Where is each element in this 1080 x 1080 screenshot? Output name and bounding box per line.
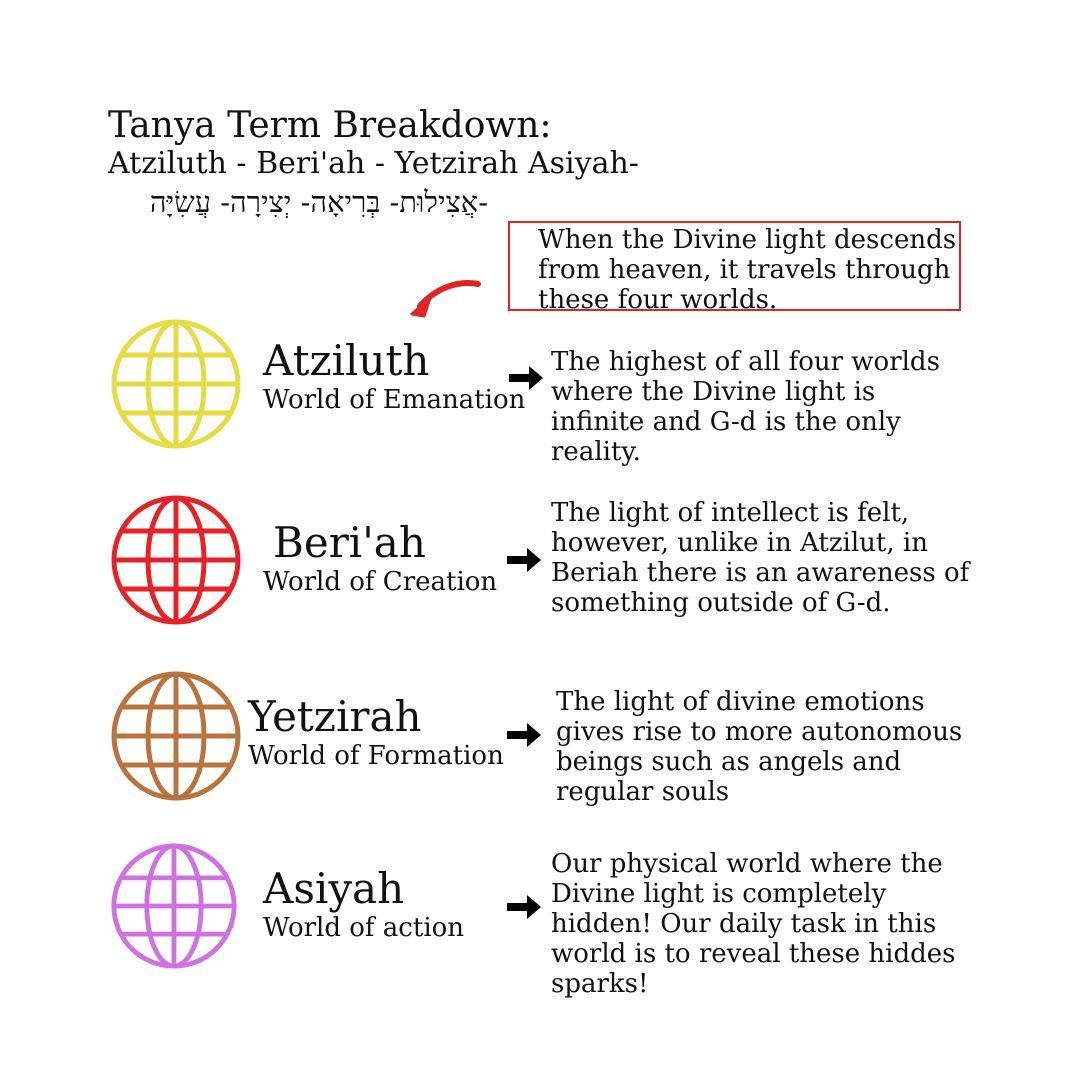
- world-description-asiyah: Our physical world where the Divine light is completely hidden! Our daily task in this world is to reveal these hiddes sparks!: [551, 849, 956, 999]
- page-subtitle: Atziluth - Beri'ah - Yetzirah Asiyah-: [108, 146, 639, 181]
- world-subtitle-asiyah: World of action: [263, 913, 465, 943]
- world-description-atziluth: The highest of all four worlds where the Divine light is infinite and G-d is the only reality.: [551, 347, 940, 467]
- arrow-right-icon: [507, 723, 541, 747]
- page-title: Tanya Term Breakdown:: [108, 105, 552, 146]
- globe-icon: [110, 494, 242, 626]
- world-globe-yetzirah: [110, 670, 242, 806]
- world-globe-beriah: [110, 494, 242, 630]
- callout-box: [508, 221, 961, 315]
- globe-icon: [110, 318, 242, 450]
- world-description-beriah: The light of intellect is felt, however, unlike in Atzilut, in Beriah there is an awareness of something outside of G-d.: [551, 498, 970, 618]
- hebrew-subtitle: -אֲצִילוּת- בְּרִיאָה- יְצִירָה- עֲשִׂיָּה: [149, 185, 488, 219]
- world-description-yetzirah: The light of divine emotions gives rise to more autonomous beings such as angels and regular souls: [556, 687, 963, 807]
- world-name-yetzirah: Yetzirah: [248, 692, 422, 741]
- world-globe-asiyah: [110, 842, 238, 974]
- callout-text: When the Divine light descends from heaven, it travels through these four worlds.: [538, 225, 957, 315]
- globe-icon: [110, 842, 238, 970]
- arrow-right-icon: [507, 548, 541, 572]
- world-name-asiyah: Asiyah: [263, 864, 405, 913]
- curved-arrow-icon: [408, 276, 488, 322]
- world-subtitle-atziluth: World of Emanation: [263, 385, 526, 415]
- world-subtitle-yetzirah: World of Formation: [248, 741, 504, 771]
- world-subtitle-beriah: World of Creation: [263, 567, 498, 597]
- world-name-atziluth: Atziluth: [263, 336, 430, 385]
- arrow-right-icon: [507, 895, 541, 919]
- world-name-beriah: Beri'ah: [273, 518, 426, 567]
- arrow-right-icon: [509, 366, 543, 390]
- globe-icon: [110, 670, 242, 802]
- world-globe-atziluth: [110, 318, 242, 454]
